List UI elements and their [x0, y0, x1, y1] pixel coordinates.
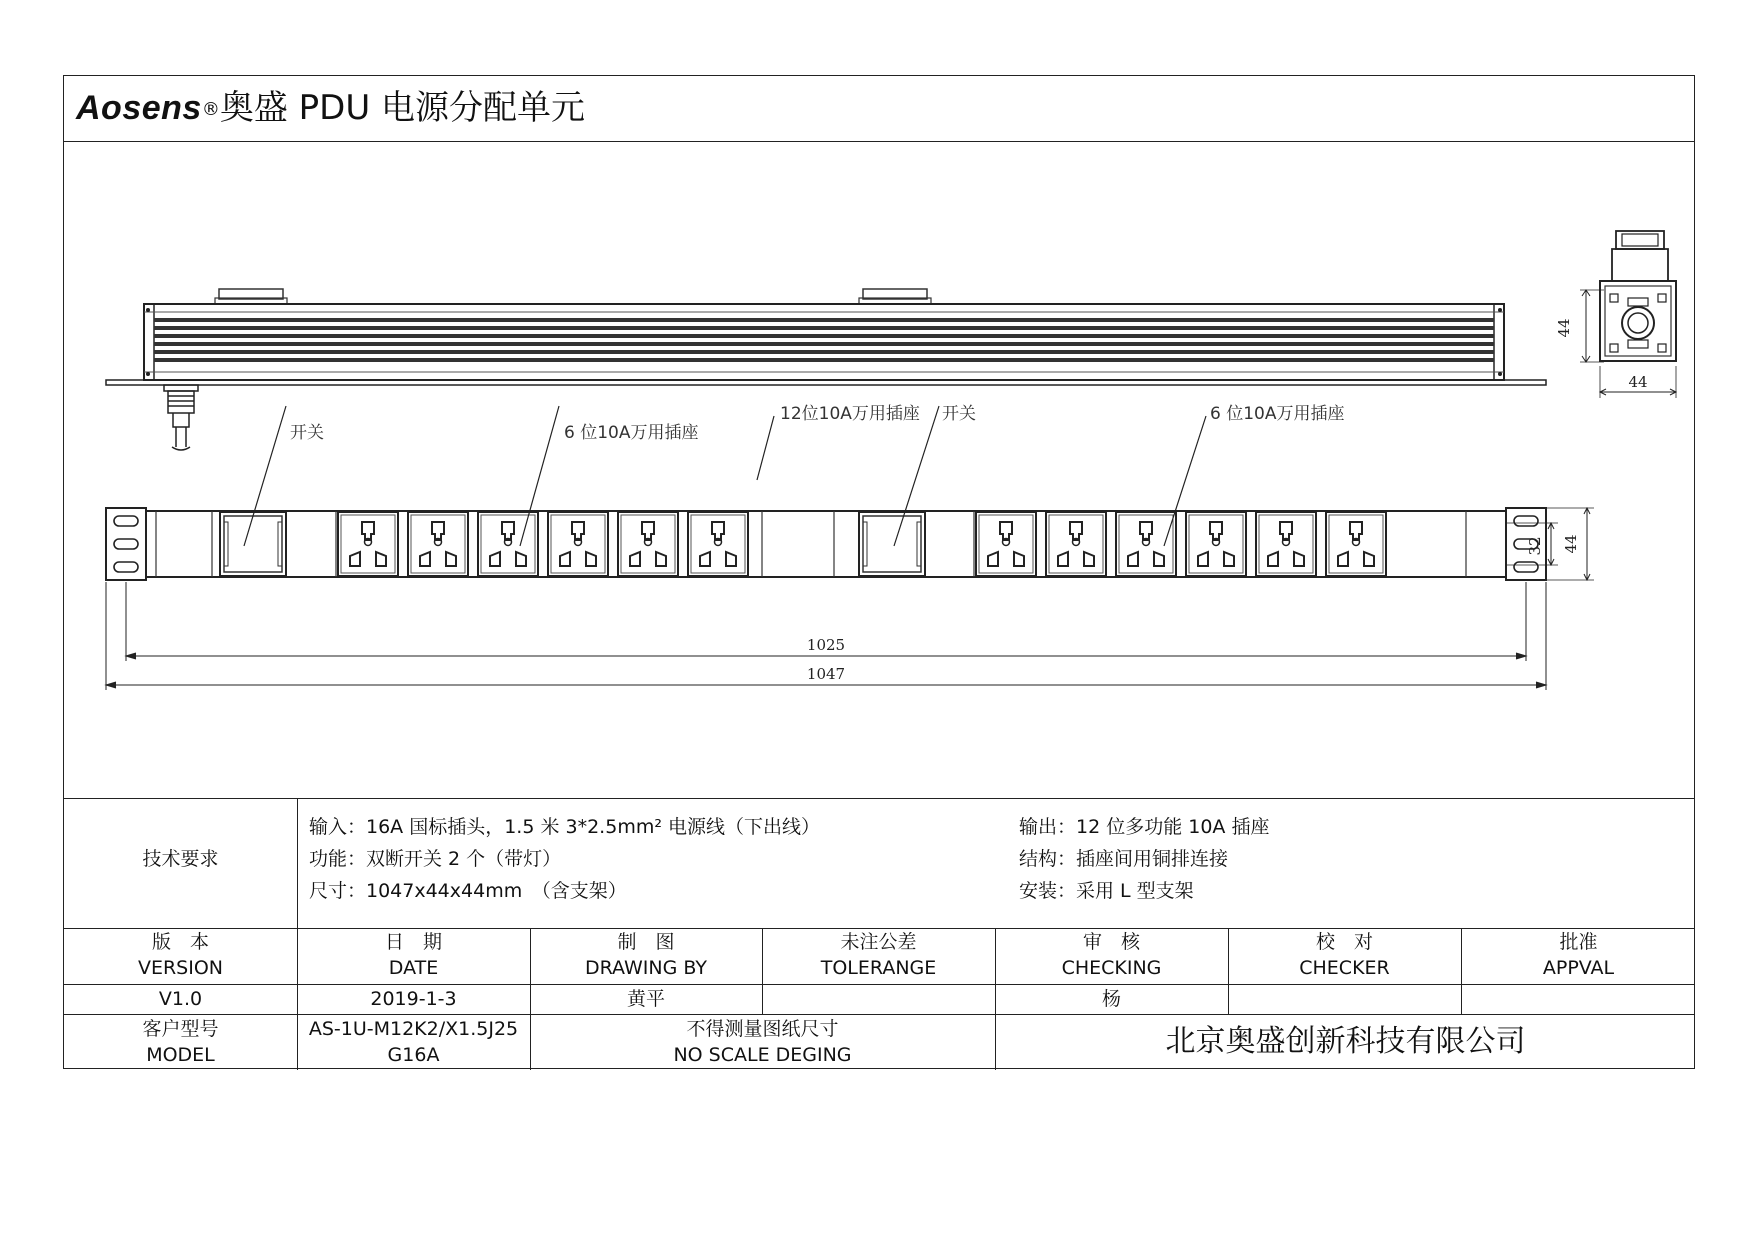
header-tolerance: 未注公差 TOLERANGE: [820, 931, 937, 979]
dim-inner-length: 1025: [806, 636, 846, 654]
spec-input: 输入：16A 国标插头，1.5 米 3*2.5mm² 电源线（下出线）: [309, 816, 820, 838]
value-date: 2019-1-3: [370, 988, 457, 1010]
dim-front-height-outer: 44: [1562, 534, 1580, 554]
dim-outer-length: 1047: [806, 665, 846, 683]
header-date: 日 期 DATE: [384, 931, 442, 979]
value-version: V1.0: [158, 988, 203, 1010]
header-version: 版 本 VERSION: [137, 931, 224, 979]
value-checking: 杨: [1101, 988, 1121, 1010]
header-checker: 校 对 CHECKER: [1299, 931, 1390, 979]
callout-switch-right: 开关: [942, 404, 976, 424]
company-name: 北京奥盛创新科技有限公司: [1165, 1024, 1526, 1059]
spec-install: 安装：采用 L 型支架: [1019, 880, 1194, 902]
switch-left: [220, 512, 286, 576]
spec-label: 技术要求: [142, 848, 219, 870]
spec-function: 功能：双断开关 2 个（带灯）: [309, 848, 562, 870]
technical-drawing: [64, 76, 1696, 798]
side-view: [1555, 231, 1676, 398]
callout-sockets-left: 6 位10A万用插座: [564, 423, 699, 443]
registered-mark: ®: [201, 99, 220, 120]
header-checking: 审 核 CHECKING: [1061, 931, 1162, 979]
drawing-frame: [63, 75, 1695, 1069]
header-drawing-by: 制 图 DRAWING BY: [585, 931, 707, 979]
callout-switch-left: 开关: [290, 423, 324, 443]
dim-front-height-inner: 32: [1526, 536, 1544, 556]
spec-output: 输出：12 位多功能 10A 插座: [1019, 816, 1270, 838]
callout-sockets-total: 12位10A万用插座: [780, 404, 920, 424]
no-scale-note: 不得测量图纸尺寸 NO SCALE DEGING: [673, 1018, 852, 1066]
switch-right: [859, 512, 925, 576]
value-drawing-by: 黄平: [626, 988, 665, 1010]
spec-structure: 结构：插座间用铜排连接: [1019, 848, 1229, 870]
dim-side-height: 44: [1555, 318, 1573, 338]
header-approval: 批准 APPVAL: [1542, 931, 1615, 979]
front-view: [106, 508, 1594, 690]
title-block: [64, 798, 1694, 1070]
callout-sockets-right: 6 位10A万用插座: [1210, 404, 1345, 424]
title-text: 奥盛 PDU 电源分配单元: [219, 88, 586, 128]
model-value: AS-1U-M12K2/X1.5J25 G16A: [308, 1018, 519, 1066]
dim-side-width: 44: [1628, 373, 1648, 391]
brand-logo: Aosens: [76, 89, 202, 127]
spec-size: 尺寸：1047x44x44mm （含支架）: [309, 880, 627, 902]
model-label: 客户型号 MODEL: [142, 1018, 219, 1066]
